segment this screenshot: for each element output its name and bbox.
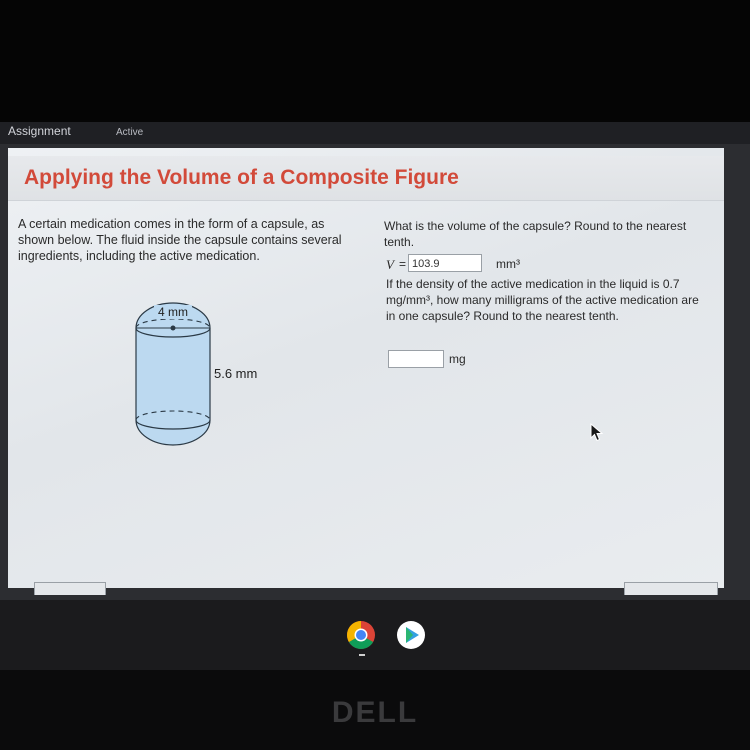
center-point	[171, 326, 176, 331]
title-band	[8, 156, 724, 201]
lesson-title: Applying the Volume of a Composite Figure	[24, 166, 459, 189]
equals-sign: =	[399, 257, 407, 271]
chrome-icon[interactable]	[346, 620, 376, 650]
milligrams-input[interactable]	[388, 350, 444, 368]
problem-intro: A certain medication comes in the form of a capsule, as shown below. The fluid inside the capsule contains several ingredients, including the active medication.	[18, 217, 342, 263]
capsule-body	[136, 303, 210, 445]
diameter-label: 4 mm	[158, 305, 188, 319]
taskbar-shelf	[0, 600, 750, 670]
milligrams-unit: mg	[449, 352, 466, 366]
mouse-cursor-icon	[590, 423, 604, 443]
volume-question: What is the volume of the capsule? Round to the nearest tenth.	[384, 219, 687, 249]
volume-input[interactable]: 103.9	[408, 254, 482, 272]
screen	[0, 122, 750, 600]
dell-logo: DELL	[331, 696, 419, 729]
height-label: 5.6 mm	[214, 366, 258, 381]
lesson-panel	[8, 148, 724, 588]
capsule-diagram	[116, 288, 306, 488]
volume-unit: mm³	[496, 257, 520, 271]
status-label: Active	[116, 127, 144, 138]
play-store-icon[interactable]	[396, 620, 426, 650]
volume-variable: V	[386, 257, 394, 272]
previous-nav-button[interactable]	[34, 582, 106, 595]
top-bar	[0, 122, 750, 144]
active-app-indicator	[359, 654, 365, 656]
monitor-bezel-top	[0, 0, 750, 122]
density-question: If the density of the active medication in the liquid is 0.7 mg/mm³, how many milligrams of the active medication are in one capsule? Round to the nearest tenth.	[386, 277, 699, 323]
next-nav-button[interactable]	[624, 582, 718, 595]
assignment-label: Assignment	[8, 124, 71, 138]
